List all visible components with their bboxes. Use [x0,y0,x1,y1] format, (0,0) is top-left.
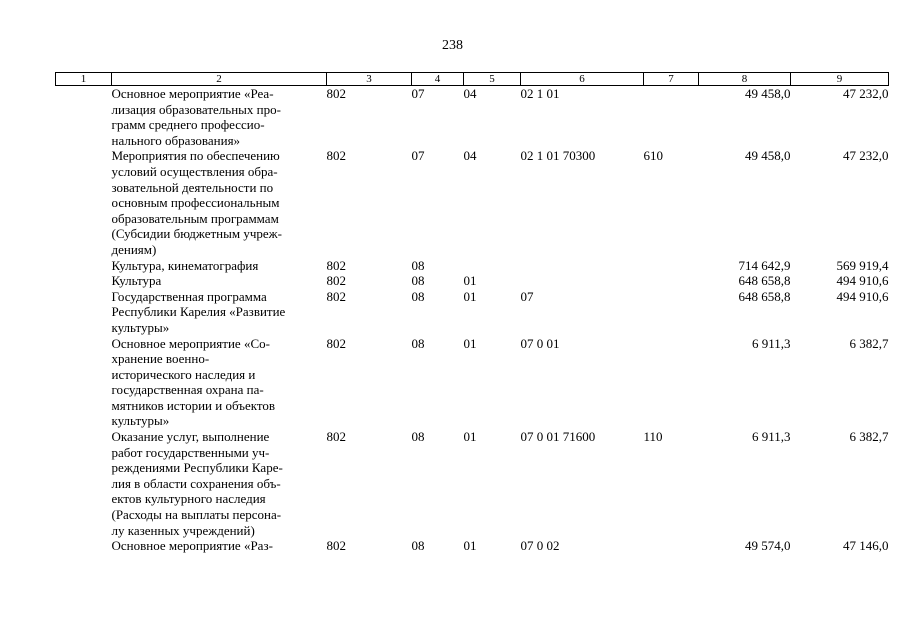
admin-code: 802 [326,86,346,101]
expense-type: 110 [643,429,663,445]
column-header: 3 [327,73,412,86]
expense-type: 610 [643,148,663,164]
row-name: Культура [111,273,162,289]
admin-code: 802 [326,257,346,273]
expense-type [644,86,699,149]
column-header: 2 [112,73,327,86]
table-row [56,148,889,257]
admin-code: 802 [326,538,346,554]
row-number-cell [56,258,112,274]
column-header: 1 [56,73,112,86]
amount-year-1: 648 658,8 [738,273,791,289]
row-number-cell [56,148,112,257]
amount-year-2: 47 146,0 [843,538,889,554]
row-number-cell [56,538,112,554]
table-row [56,258,889,274]
section-code: 08 [411,429,425,445]
amount-year-1: 714 642,9 [738,257,791,273]
row-name: Основное мероприятие «Реа- лизация образовательных про- грамм среднего профессио- нального образования» [111,86,281,148]
row-name: Оказание услуг, выполнение работ государственными уч- реждениями Республики Каре- лия в области сохранения объ- ектов культурного наследия (Расходы на выплаты персона- лу казенных учреждений) [111,429,283,538]
column-header: 9 [791,73,889,86]
section-code: 08 [411,538,425,554]
admin-code: 802 [326,429,346,445]
row-number-cell [56,86,112,149]
page-number: 238 [442,38,463,53]
row-name: Культура, кинематография [111,257,259,273]
target-article: 07 0 01 71600 [520,429,596,445]
section-code: 08 [411,273,425,289]
admin-code: 802 [326,273,346,289]
subsection-code: 01 [463,288,477,304]
amount-year-2: 6 382,7 [849,335,889,351]
row-number-cell [56,336,112,430]
table-row [56,429,889,538]
expense-type [644,273,699,289]
amount-year-1: 49 458,0 [745,148,791,164]
row-name: Государственная программа Республики Карелия «Развитие культуры» [111,288,286,335]
row-name: Основное мероприятие «Раз- [111,538,273,554]
subsection-code: 04 [463,86,477,101]
section-code: 07 [411,148,425,164]
subsection-code: 01 [463,538,477,554]
header-row [56,73,889,86]
amount-year-2: 569 919,4 [836,257,889,273]
column-header: 5 [464,73,521,86]
section-code: 08 [411,257,425,273]
subsection-code [464,258,521,274]
amount-year-1: 648 658,8 [738,288,791,304]
expense-type [644,258,699,274]
table-row [56,538,889,554]
amount-year-2: 47 232,0 [843,86,889,101]
amount-year-2: 47 232,0 [843,148,889,164]
amount-year-2: 494 910,6 [836,273,889,289]
row-name: Основное мероприятие «Со- хранение военно- исторического наследия и государственная охрана па- мятников истории и объектов культуры» [111,335,276,429]
expense-type [644,336,699,430]
section-code: 08 [411,335,425,351]
amount-year-2: 494 910,6 [836,288,889,304]
table-row [56,289,889,336]
target-article: 02 1 01 [520,86,560,101]
row-number-cell [56,289,112,336]
amount-year-1: 49 458,0 [745,86,791,101]
column-header: 8 [699,73,791,86]
target-article: 07 0 02 [520,538,560,554]
subsection-code: 04 [463,148,477,164]
amount-year-1: 6 911,3 [751,429,791,445]
column-header: 4 [412,73,464,86]
admin-code: 802 [326,148,346,164]
section-code: 08 [411,288,425,304]
admin-code: 802 [326,288,346,304]
subsection-code: 01 [463,429,477,445]
subsection-code: 01 [463,273,477,289]
target-article: 07 [520,288,534,304]
table-row [56,86,889,149]
admin-code: 802 [326,335,346,351]
subsection-code: 01 [463,335,477,351]
target-article: 07 0 01 [520,335,560,351]
amount-year-1: 49 574,0 [745,538,791,554]
row-name: Мероприятия по обеспечению условий осуществления обра- зовательной деятельности по основным профессиональным образовательным программам (Субсидии бюджетным учреж- дениям) [111,148,282,257]
amount-year-2: 6 382,7 [849,429,889,445]
row-number-cell [56,429,112,538]
target-article [521,258,644,274]
column-header: 7 [644,73,699,86]
target-article [521,273,644,289]
column-header: 6 [521,73,644,86]
budget-table [55,72,889,554]
table-row [56,273,889,289]
table-row [56,336,889,430]
row-number-cell [56,273,112,289]
expense-type [644,538,699,554]
target-article: 02 1 01 70300 [520,148,596,164]
expense-type [644,289,699,336]
section-code: 07 [411,86,425,101]
amount-year-1: 6 911,3 [751,335,791,351]
